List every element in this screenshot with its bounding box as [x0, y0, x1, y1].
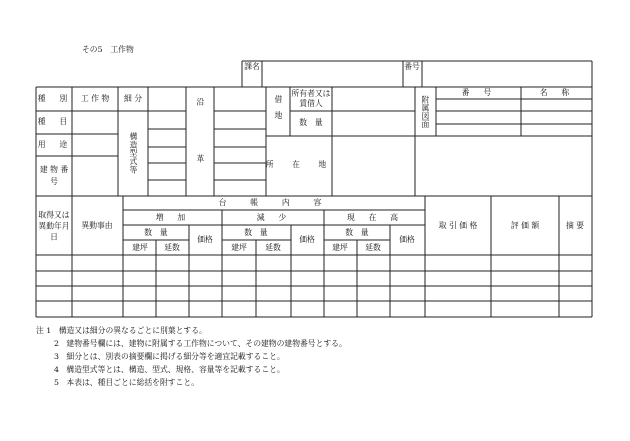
- tatemono-bango-label: 建 物 番 号: [39, 165, 69, 186]
- saibun-label: 細 分: [123, 94, 143, 104]
- shumoku-label: 種 目: [37, 117, 71, 127]
- shakuchi-label: 借地: [273, 95, 283, 127]
- suryo-label: 数 量: [299, 118, 323, 128]
- tateta-increase: 建坪: [132, 243, 148, 253]
- tateta-current: 建坪: [332, 243, 348, 253]
- reason-label: 異動事由: [81, 221, 113, 231]
- group-decrease: 減 少: [256, 213, 290, 223]
- kakaku-current: 価格: [399, 235, 415, 245]
- note-4: 4 構造型式等とは、構造、型式、規格、容量等を記載すること。: [54, 365, 285, 374]
- ban-label: 番号: [404, 62, 420, 72]
- bango-label: 番 号: [461, 88, 495, 98]
- tateta-decrease: 建坪: [231, 243, 247, 253]
- suryo-decrease: 数 量: [244, 228, 268, 238]
- valuation-label: 評 価 額: [510, 221, 540, 231]
- remarks-label: 摘 要: [565, 221, 585, 231]
- group-increase: 増 加: [155, 213, 189, 223]
- nobe-decrease: 延数: [265, 243, 281, 253]
- date-label: 取得又は異動年月日: [38, 210, 70, 242]
- enkaku-label: 沿 革: [195, 97, 205, 183]
- meisho-label: 名 称: [539, 88, 573, 98]
- suryo-current: 数 量: [345, 228, 369, 238]
- note-1: 注 1 構造又は細分の異なるごとに別葉とする。: [36, 326, 207, 335]
- note-3: 3 細分とは、別表の摘要欄に掲げる細分等を適宜記載すること。: [54, 352, 285, 361]
- yoto-label: 用 途: [37, 140, 71, 150]
- ka-label: 課名: [244, 62, 260, 72]
- ledger-title: 台 帳 内 容: [218, 198, 330, 208]
- nobe-current: 延数: [365, 243, 381, 253]
- shubetsu-value: 工 作 物: [80, 94, 110, 104]
- form-title: その5 工作物: [82, 45, 134, 55]
- nobe-increase: 延数: [164, 243, 180, 253]
- shubetsu-label: 種 別: [37, 94, 71, 104]
- group-current: 現 在 高: [347, 213, 401, 223]
- kakaku-increase: 価格: [197, 235, 213, 245]
- shozaichi-label: 所 在 地: [265, 160, 335, 170]
- kozo-label: 構造型式等: [128, 132, 138, 174]
- owner-label: 所有者又は賃借人: [291, 89, 331, 108]
- kakaku-decrease: 価格: [299, 235, 315, 245]
- fuzoku-zumen-label: 附属図面: [420, 95, 430, 129]
- note-5: 5 本表は、種目ごとに総括を附すこと。: [54, 378, 199, 387]
- acquisition-price-label: 取 引 価 格: [438, 221, 478, 231]
- note-2: 2 建物番号欄には、建物に附属する工作物について、その建物の建物番号とする。: [54, 339, 347, 348]
- suryo-increase: 数 量: [144, 228, 168, 238]
